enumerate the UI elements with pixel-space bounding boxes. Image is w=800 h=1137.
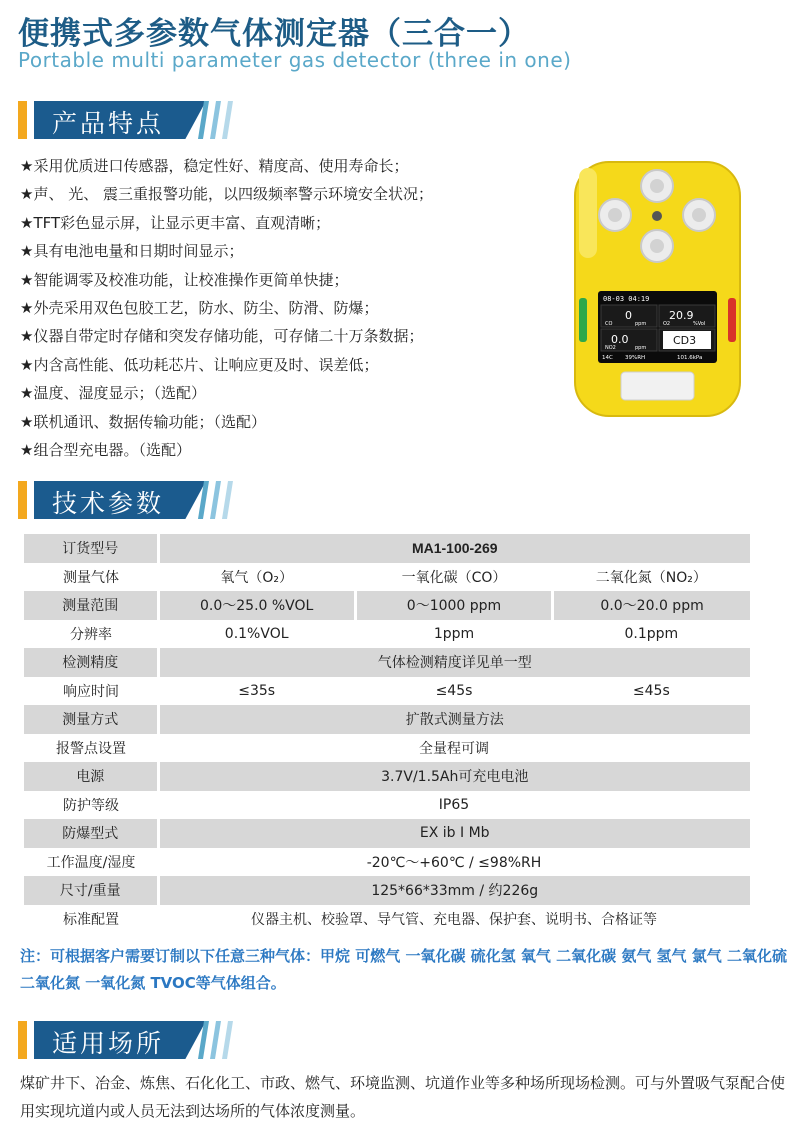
device-co-value: 0 xyxy=(625,309,632,322)
table-row xyxy=(24,534,750,563)
device-no2-value: 0.0 xyxy=(611,333,629,346)
spec-value: ≤45s xyxy=(435,682,473,699)
device-o2-value: 20.9 xyxy=(669,309,694,322)
table-row xyxy=(24,876,750,905)
list-item: ★智能调零及校准功能，让校准操作更简单快捷； xyxy=(20,270,349,289)
device-cd-label: CD3 xyxy=(673,334,697,347)
spec-label: 测量气体 xyxy=(63,569,119,586)
spec-value: EX ib Ⅰ Mb xyxy=(158,819,750,848)
device-no2-unit: ppm xyxy=(635,345,647,351)
custom-gas-note: 注：可根据客户需要订制以下任意三种气体：甲烷 可燃气 一氧化碳 硫化氢 氧气 二氧化碳 氨气 氢气 氯气 二氧化硫 二氧化氮 一氧化氮 TVOC等气体组合。 xyxy=(20,947,788,992)
device-no2-label: NO2 xyxy=(605,345,616,351)
spec-value: 0.0～25.0 %VOL xyxy=(158,591,355,620)
spec-label: 工作温度/湿度 xyxy=(46,854,136,871)
list-item: ★联机通讯、数据传输功能；（选配） xyxy=(20,412,266,431)
section-header-features xyxy=(18,101,258,139)
spec-label: 检测精度 xyxy=(24,648,158,677)
spec-label: 防护等级 xyxy=(63,797,119,814)
spec-label: 报警点设置 xyxy=(56,740,126,757)
list-item: ★仪器自带定时存储和突发存储功能，可存储二十万条数据； xyxy=(20,327,424,346)
section-title-specs: 技术参数 xyxy=(52,489,165,518)
device-status-press: 101.6kPa xyxy=(677,355,703,361)
spec-label: 标准配置 xyxy=(63,911,119,928)
table-row xyxy=(24,563,750,592)
list-item: ★采用优质进口传感器，稳定性好、精度高、使用寿命长； xyxy=(20,157,409,175)
spec-value: 0.0～20.0 ppm xyxy=(553,591,750,620)
table-row xyxy=(24,819,750,848)
table-row xyxy=(24,648,750,677)
spec-value: ≤35s xyxy=(238,682,276,699)
spec-label: 测量方式 xyxy=(24,705,158,734)
section-header-specs xyxy=(18,481,258,519)
spec-label: 响应时间 xyxy=(63,683,119,700)
device-screen-time: 08-03 04:19 xyxy=(603,295,650,303)
section-title-features: 产品特点 xyxy=(52,109,165,138)
spec-value: 0～1000 ppm xyxy=(355,591,552,620)
application-scenarios: 煤矿井下、冶金、炼焦、石化化工、市政、燃气、环境监测、坑道作业等多种场所现场检测。可与外置吸气泵配合使用实现坑道内或人员无法到达场所的气体浓度测量。 xyxy=(20,1074,786,1120)
spec-label: 订货型号 xyxy=(24,534,158,563)
spec-value: 1ppm xyxy=(433,625,475,642)
spec-value: 全量程可调 xyxy=(419,740,489,757)
device-o2-label: O2 xyxy=(663,321,671,327)
section-accent-bar xyxy=(18,1021,27,1059)
table-row xyxy=(24,791,750,820)
section-accent-bar xyxy=(18,101,27,139)
page-subtitle: Portable multi parameter gas detector (three in one) xyxy=(18,48,572,72)
spec-value: -20℃～+60℃ / ≤98%RH xyxy=(366,854,542,871)
list-item: ★声、 光、 震三重报警功能，以四级频率警示环境安全状况； xyxy=(20,185,433,204)
spec-label: 防爆型式 xyxy=(24,819,158,848)
spec-value: 二氧化氮（NO₂） xyxy=(595,569,707,586)
page-title: 便携式多参数气体测定器（三合一） xyxy=(18,16,530,52)
spec-value: 氧气（O₂） xyxy=(220,569,293,586)
table-row xyxy=(24,705,750,734)
table-row xyxy=(24,734,750,763)
spec-value: IP65 xyxy=(438,796,470,813)
spec-label: 测量范围 xyxy=(24,591,158,620)
chevron-decor-icon xyxy=(222,1021,238,1059)
table-row xyxy=(24,762,750,791)
device-co-unit: ppm xyxy=(635,321,647,327)
spec-value: 扩散式测量方法 xyxy=(158,705,750,734)
device-status-temp: 14C xyxy=(602,355,613,361)
spec-value: MA1-100-269 xyxy=(158,534,750,563)
spec-value: 一氧化碳（CO） xyxy=(401,569,507,586)
spec-value: 0.1%VOL xyxy=(224,625,289,642)
table-row xyxy=(24,591,750,620)
gas-detector-product-image xyxy=(565,158,750,420)
table-row xyxy=(24,848,750,877)
section-accent-bar xyxy=(18,481,27,519)
spec-value: ≤45s xyxy=(632,682,670,699)
spec-value: 气体检测精度详见单一型 xyxy=(158,648,750,677)
spec-label: 尺寸/重量 xyxy=(24,876,158,905)
spec-table xyxy=(24,534,750,933)
list-item: ★具有电池电量和日期时间显示； xyxy=(20,242,244,261)
table-row xyxy=(24,620,750,649)
section-title-uses: 适用场所 xyxy=(52,1029,165,1058)
spec-value: 3.7V/1.5Ah可充电电池 xyxy=(158,762,750,791)
list-item: ★外壳采用双色包胶工艺，防水、防尘、防滑、防爆； xyxy=(20,299,379,318)
list-item: ★组合型充电器。（选配） xyxy=(20,441,191,460)
chevron-decor-icon xyxy=(222,101,238,139)
feature-list xyxy=(20,152,540,464)
chevron-decor-icon xyxy=(222,481,238,519)
device-o2-unit: %Vol xyxy=(693,321,706,327)
spec-value: 0.1ppm xyxy=(624,625,679,642)
section-header-uses xyxy=(18,1021,258,1059)
spec-label: 分辨率 xyxy=(70,626,112,643)
list-item: ★温度、湿度显示；（选配） xyxy=(20,384,206,403)
list-item: ★内含高性能、低功耗芯片、让响应更及时、误差低； xyxy=(20,355,379,374)
table-row xyxy=(24,677,750,706)
device-co-label: CO xyxy=(605,321,613,327)
list-item: ★TFT彩色显示屏，让显示更丰富、直观清晰； xyxy=(20,213,331,232)
device-status-rh: 39%RH xyxy=(625,355,646,361)
spec-label: 电源 xyxy=(24,762,158,791)
spec-value: 仪器主机、校验罩、导气管、充电器、保护套、说明书、合格证等 xyxy=(251,911,657,928)
spec-value: 125*66*33mm / 约226g xyxy=(158,876,750,905)
table-row xyxy=(24,905,750,934)
